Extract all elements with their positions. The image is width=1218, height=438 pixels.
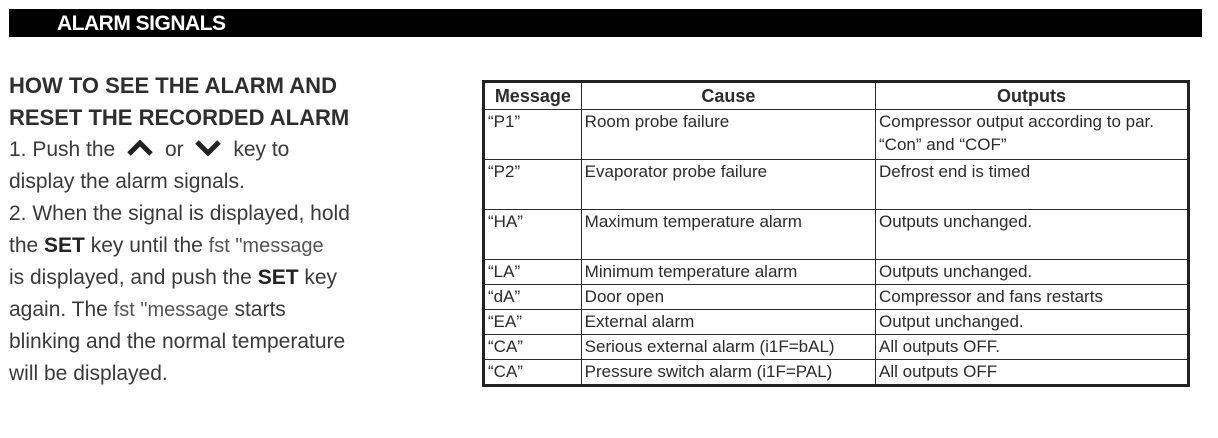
cell-outputs-line2: “Con” and “COF” [879, 135, 1007, 154]
cell-cause: Room probe failure [581, 110, 875, 160]
cell-message: “CA” [484, 360, 582, 386]
cell-cause: External alarm [581, 310, 875, 335]
step1-line2: display the alarm signals. [9, 170, 245, 194]
fst-message-glyph: fst "message [208, 235, 324, 258]
cell-outputs: All outputs OFF [876, 360, 1189, 386]
header-message: Message [484, 82, 582, 110]
table-row [484, 160, 1189, 210]
down-arrow-icon [195, 134, 221, 166]
table-row [484, 210, 1189, 260]
cell-outputs: Outputs unchanged. [876, 260, 1189, 285]
cell-message: “dA” [484, 285, 582, 310]
cell-cause: Door open [581, 285, 875, 310]
set-key-label: SET [44, 234, 85, 258]
table-row [484, 360, 1189, 386]
table-row [484, 310, 1189, 335]
table-header-row [484, 82, 1189, 110]
step2-until-text: key until the [90, 234, 203, 258]
cell-cause: Pressure switch alarm (i1F=PAL) [581, 360, 875, 386]
cell-message: “LA” [484, 260, 582, 285]
fst-message-glyph-2: fst "message [113, 299, 229, 322]
cell-outputs-line1: Compressor output according to par. [879, 112, 1154, 131]
step1-pre-text: 1. Push the [9, 138, 116, 161]
step2-line1: 2. When the signal is displayed, hold [9, 202, 350, 226]
step2-again-text: again. The [9, 298, 108, 322]
cell-message: “CA” [484, 335, 582, 360]
header-cause: Cause [581, 82, 875, 110]
step2-line4 [9, 294, 469, 326]
step2-display-text: is displayed, and push the [9, 266, 252, 290]
step2-starts-text: starts [234, 298, 286, 322]
step2-the-text: the [9, 234, 39, 258]
cell-message: “P2” [484, 160, 582, 210]
cell-message: “P1” [484, 110, 582, 160]
cell-outputs: Output unchanged. [876, 310, 1189, 335]
section-title: ALARM SIGNALS [57, 12, 226, 35]
cell-cause: Maximum temperature alarm [581, 210, 875, 260]
table-row [484, 285, 1189, 310]
step2-line2 [9, 230, 469, 262]
instructions-panel [9, 70, 469, 390]
cell-message: “HA” [484, 210, 582, 260]
cell-outputs [876, 110, 1189, 160]
table-row [484, 110, 1189, 160]
cell-outputs: Defrost end is timed [876, 160, 1189, 210]
instructions-heading-line2: RESET THE RECORDED ALARM [9, 105, 350, 130]
step2-line3 [9, 262, 469, 294]
header-outputs: Outputs [876, 82, 1189, 110]
step1-post-text: key to [233, 138, 290, 161]
section-header-bar [9, 9, 1202, 37]
step1-line1 [9, 134, 469, 166]
cell-cause: Evaporator probe failure [581, 160, 875, 210]
step1-or-text: or [164, 138, 184, 161]
table-row [484, 260, 1189, 285]
cell-outputs: Compressor and fans restarts [876, 285, 1189, 310]
step2-line5: blinking and the normal temperature [9, 330, 346, 354]
alarm-table [482, 80, 1190, 387]
instructions-heading-line1: HOW TO SEE THE ALARM AND [9, 73, 337, 98]
up-arrow-icon [127, 134, 153, 166]
step2-key-text: key [304, 266, 338, 290]
cell-cause: Serious external alarm (i1F=bAL) [581, 335, 875, 360]
step2-line6: will be displayed. [9, 362, 168, 386]
cell-message: “EA” [484, 310, 582, 335]
set-key-label-2: SET [257, 266, 299, 290]
cell-outputs: Outputs unchanged. [876, 210, 1189, 260]
cell-cause: Minimum temperature alarm [581, 260, 875, 285]
table-row [484, 335, 1189, 360]
cell-outputs: All outputs OFF. [876, 335, 1189, 360]
